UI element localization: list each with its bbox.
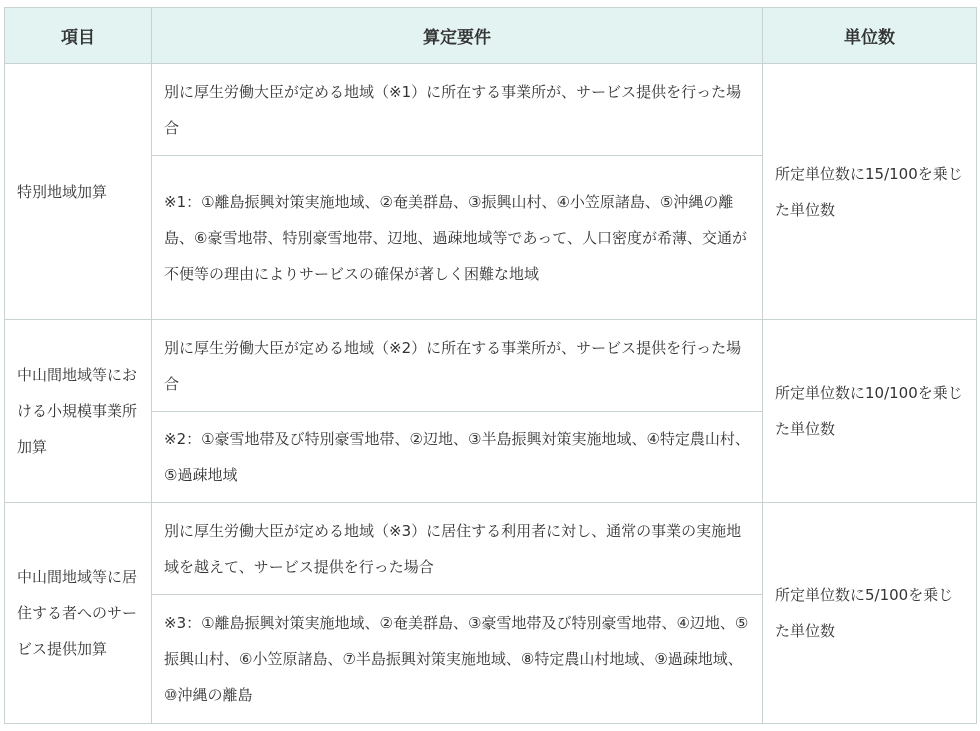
note-cell — [152, 156, 763, 320]
item-cell — [5, 64, 152, 320]
table-row — [5, 503, 977, 595]
header-requirement: 算定要件 — [152, 8, 763, 64]
table-header-row — [5, 8, 977, 64]
requirement-text: 別に厚生労働大臣が定める地域（※3）に居住する利用者に対し、通常の事業の実施地域を越えて、サービス提供を行った場合 — [164, 521, 742, 576]
requirement-cell — [152, 320, 763, 412]
note-cell — [152, 595, 763, 724]
note-text: ※3：①離島振興対策実施地域、②奄美群島、③豪雪地帯及び特別豪雪地帯、④辺地、⑤振興山村、⑥小笠原諸島、⑦半島振興対策実施地域、⑧特定農山村地域、⑨過疎地域、⑩沖縄の離島 — [164, 614, 749, 704]
requirement-cell — [152, 64, 763, 156]
units-text: 所定単位数に5/100を乗じた単位数 — [775, 586, 954, 640]
requirement-cell — [152, 503, 763, 595]
note-text: ※2：①豪雪地帯及び特別豪雪地帯、②辺地、③半島振興対策実施地域、④特定農山村、⑤過疎地域 — [164, 430, 750, 484]
item-label: 中山間地域等に居住する者へのサービス提供加算 — [17, 568, 138, 658]
units-text: 所定単位数に10/100を乗じた単位数 — [775, 384, 963, 438]
header-units: 単位数 — [763, 8, 977, 64]
item-cell — [5, 320, 152, 503]
note-text: ※1：①離島振興対策実施地域、②奄美群島、③振興山村、④小笠原諸島、⑤沖縄の離島、⑥豪雪地帯、特別豪雪地帯、辺地、過疎地域等であって、人口密度が希薄、交通が不便等の理由によりサービスの確保が著しく困難な地域 — [164, 192, 748, 283]
units-text: 所定単位数に15/100を乗じた単位数 — [775, 164, 963, 219]
units-cell — [763, 64, 977, 320]
item-label: 中山間地域等における小規模事業所加算 — [17, 366, 138, 456]
addition-table-container — [4, 7, 976, 724]
item-cell — [5, 503, 152, 724]
units-cell — [763, 503, 977, 724]
header-item: 項目 — [5, 8, 152, 64]
requirement-text: 別に厚生労働大臣が定める地域（※1）に所在する事業所が、サービス提供を行った場合 — [164, 82, 742, 137]
note-cell — [152, 412, 763, 503]
units-cell — [763, 320, 977, 503]
table-row — [5, 64, 977, 156]
item-label: 特別地域加算 — [17, 182, 108, 201]
table-row — [5, 320, 977, 412]
addition-table — [4, 7, 977, 724]
requirement-text: 別に厚生労働大臣が定める地域（※2）に所在する事業所が、サービス提供を行った場合 — [164, 338, 742, 393]
